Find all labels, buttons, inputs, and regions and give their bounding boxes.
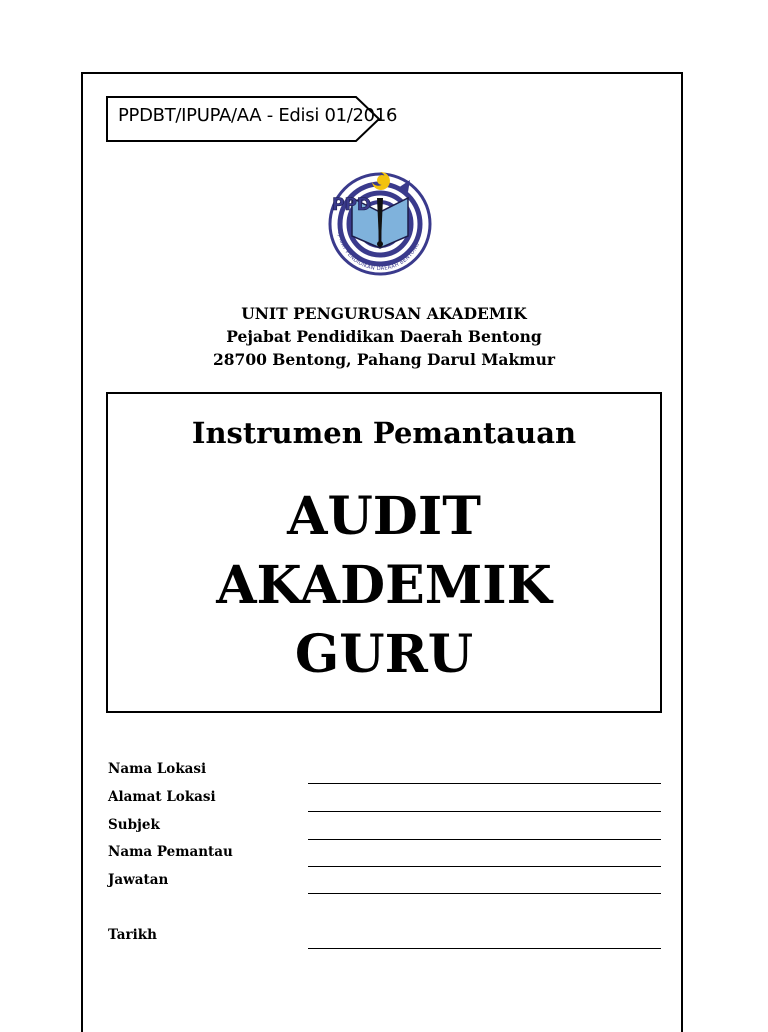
field-input-line[interactable] xyxy=(308,948,661,949)
logo-ring-text: PEJABAT PENDIDIKAN DAERAH BENTONG xyxy=(335,227,421,273)
document-subtitle: Instrumen Pemantauan xyxy=(191,416,577,450)
reference-code-tag xyxy=(106,96,398,142)
unit-name: UNIT PENGURUSAN AKADEMIK xyxy=(241,304,527,323)
field-nama-lokasi xyxy=(108,758,664,786)
field-label: Nama Pemantau xyxy=(108,844,233,860)
field-label: Alamat Lokasi xyxy=(108,789,216,805)
field-alamat-lokasi xyxy=(108,786,664,814)
field-label: Subjek xyxy=(108,817,160,833)
field-subjek xyxy=(108,814,664,842)
title-box xyxy=(106,392,662,713)
field-input-line[interactable] xyxy=(308,839,661,840)
office-header xyxy=(90,302,678,371)
field-input-line[interactable] xyxy=(308,811,661,812)
field-label: Nama Lokasi xyxy=(108,761,207,777)
title-line: GURU xyxy=(294,624,474,685)
office-address: 28700 Bentong, Pahang Darul Makmur xyxy=(212,350,556,369)
office-name: Pejabat Pendidikan Daerah Bentong xyxy=(226,327,542,346)
field-jawatan xyxy=(108,869,664,897)
document-title xyxy=(108,482,660,689)
field-label: Jawatan xyxy=(108,872,169,888)
ppd-logo xyxy=(324,168,436,278)
field-label: Tarikh xyxy=(108,927,157,943)
field-input-line[interactable] xyxy=(308,866,661,867)
field-input-line[interactable] xyxy=(308,893,661,894)
logo-letters: PPD xyxy=(332,195,372,215)
field-nama-pemantau xyxy=(108,841,664,869)
field-tarikh xyxy=(108,924,664,952)
title-line: AKADEMIK xyxy=(216,555,552,616)
title-line: AUDIT xyxy=(287,486,481,547)
reference-code: PPDBT/IPUPA/AA - Edisi 01/2016 xyxy=(118,105,398,126)
field-input-line[interactable] xyxy=(308,783,661,784)
